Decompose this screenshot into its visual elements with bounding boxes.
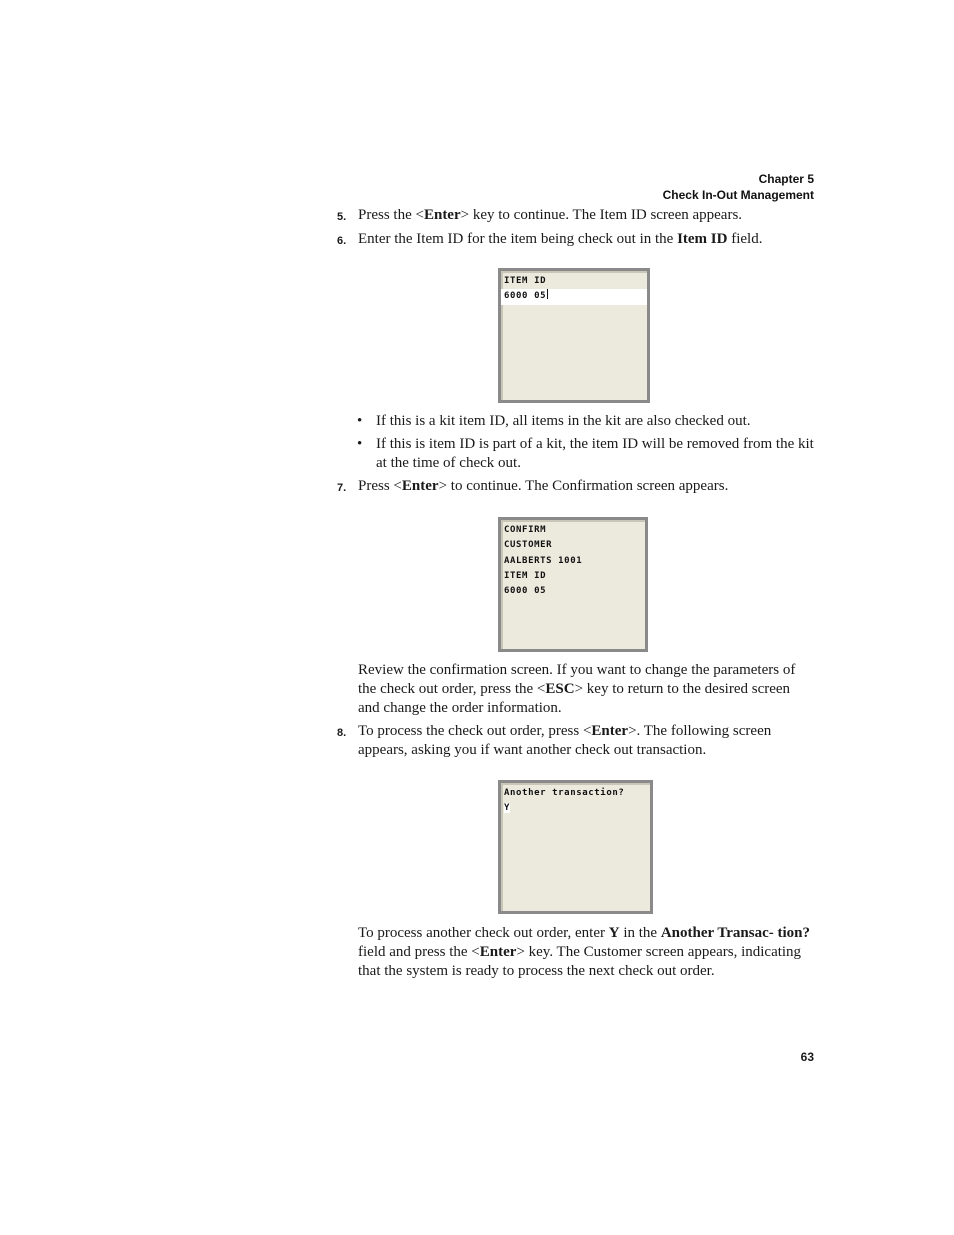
step-number: 7. — [337, 482, 347, 494]
confirm-screen — [498, 517, 648, 652]
chapter-label: Chapter 5 — [758, 172, 814, 186]
step-number: 6. — [337, 235, 347, 247]
bullet-item: • If this is item ID is part of a kit, the item ID will be removed from the kit at the time of check out. — [357, 436, 814, 471]
item-id-input[interactable]: 6000 05 — [501, 289, 647, 304]
step-number: 8. — [337, 727, 347, 739]
screen-line: ITEM ID — [504, 570, 547, 581]
final-paragraph: To process another check out order, enter Y in the Another Transac- tion? field and press the <Enter> key. The Customer screen appears, indicating that the system is ready to process the next check out order. — [358, 925, 811, 979]
step-text: To process the check out order, press <Enter>. The following screen appears, asking you if want another check out transaction. — [358, 723, 772, 758]
step-number: 5. — [337, 211, 347, 223]
screen-line: ITEM ID — [504, 276, 547, 286]
text-cursor — [547, 289, 548, 299]
screen-line: AALBERTS 1001 — [504, 555, 583, 566]
review-paragraph: Review the confirmation screen. If you want to change the parameters of the check out order, press the <ESC> key to return to the desired screen and change the order information. — [358, 662, 796, 716]
another-transaction-screen — [498, 780, 653, 914]
screen-line: CONFIRM — [504, 525, 547, 535]
another-transaction-input[interactable]: Y — [504, 803, 511, 814]
step-text: Press <Enter> to continue. The Confirmation screen appears. — [358, 478, 729, 494]
screen-line: 6000 05 — [504, 586, 547, 597]
screen-line: Another transaction? — [504, 788, 625, 798]
step-text: Enter the Item ID for the item being check out in the Item ID field. — [358, 231, 763, 247]
step-8 — [337, 722, 815, 760]
screen-line: CUSTOMER — [504, 540, 553, 551]
step-6 — [337, 230, 815, 249]
bullet-item: • If this is a kit item ID, all items in the kit are also checked out. — [357, 413, 751, 429]
step-7 — [337, 477, 815, 496]
running-header — [663, 171, 814, 203]
chapter-title: Check In-Out Management — [662, 188, 814, 202]
item-id-screen — [498, 268, 650, 403]
page-number: 63 — [800, 1050, 814, 1064]
step-text: Press the <Enter> key to continue. The Item ID screen appears. — [358, 207, 743, 223]
step-5 — [337, 206, 815, 225]
